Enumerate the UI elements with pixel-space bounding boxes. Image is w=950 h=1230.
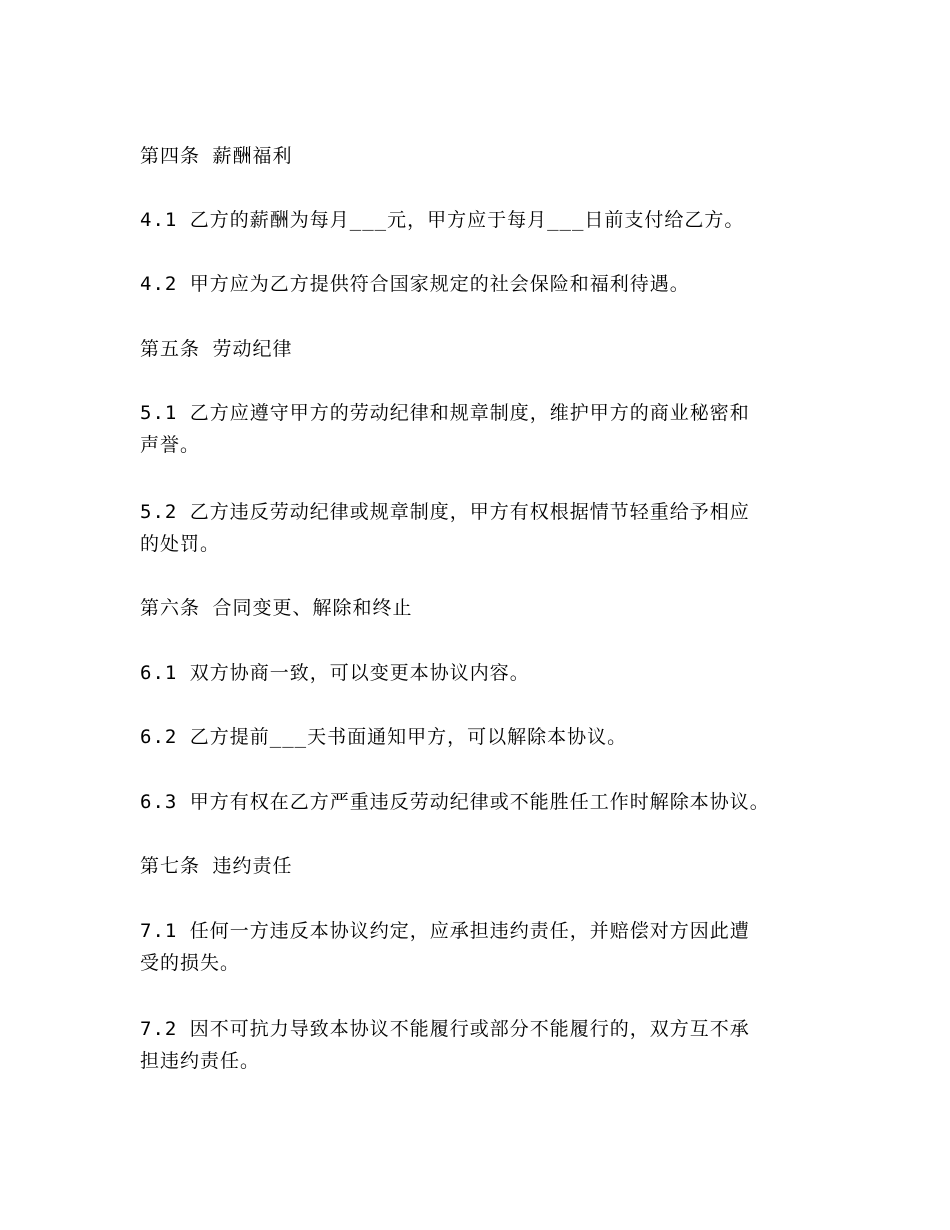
clause-6-1: 6.1 双方协商一致，可以变更本协议内容。 bbox=[140, 662, 530, 684]
clause-5-2-line-2: 的处罚。 bbox=[140, 533, 221, 555]
clause-7-1-line-1: 7.1 任何一方违反本协议约定，应承担违约责任，并赔偿对方因此遭 bbox=[140, 920, 750, 942]
clause-4-2: 4.2 甲方应为乙方提供符合国家规定的社会保险和福利待遇。 bbox=[140, 273, 690, 295]
clause-7-1-line-2: 受的损失。 bbox=[140, 952, 241, 974]
section-heading-6: 第六条 合同变更、解除和终止 bbox=[140, 597, 413, 619]
section-heading-5: 第五条 劳动纪律 bbox=[140, 338, 293, 360]
clause-4-1: 4.1 乙方的薪酬为每月___元，甲方应于每月___日前支付给乙方。 bbox=[140, 209, 745, 231]
clause-5-2-line-1: 5.2 乙方违反劳动纪律或规章制度，甲方有权根据情节轻重给予相应 bbox=[140, 501, 750, 523]
clause-5-1-line-2: 声誉。 bbox=[140, 434, 201, 456]
clause-7-2-line-2: 担违约责任。 bbox=[140, 1050, 261, 1072]
clause-6-3: 6.3 甲方有权在乙方严重违反劳动纪律或不能胜任工作时解除本协议。 bbox=[140, 791, 770, 813]
section-heading-4: 第四条 薪酬福利 bbox=[140, 145, 293, 167]
clause-7-2-line-1: 7.2 因不可抗力导致本协议不能履行或部分不能履行的，双方互不承 bbox=[140, 1018, 750, 1040]
clause-6-2: 6.2 乙方提前___天书面通知甲方，可以解除本协议。 bbox=[140, 726, 628, 748]
section-heading-7: 第七条 违约责任 bbox=[140, 855, 293, 877]
clause-5-1-line-1: 5.1 乙方应遵守甲方的劳动纪律和规章制度，维护甲方的商业秘密和 bbox=[140, 402, 750, 424]
